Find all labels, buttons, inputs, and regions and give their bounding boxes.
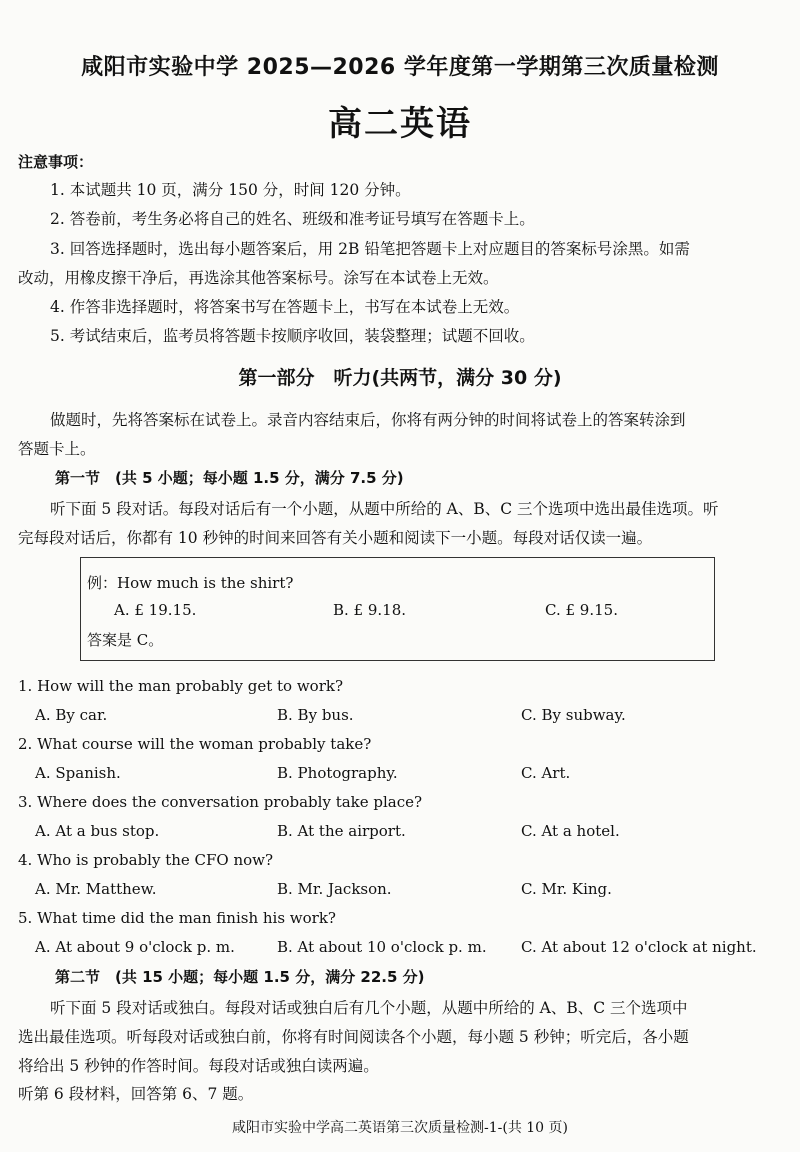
material-note: 听第 6 段材料，回答第 6、7 题。	[18, 1085, 254, 1103]
option-4a: A. Mr. Matthew.	[35, 880, 157, 898]
option-1b: B. By bus.	[277, 706, 354, 724]
option-1a: A. By car.	[35, 706, 108, 724]
exam-title: 咸阳市实验中学 2025—2026 学年度第一学期第三次质量检测	[81, 55, 719, 80]
option-5b: B. At about 10 o'clock p. m.	[277, 938, 487, 956]
option-4c: C. Mr. King.	[521, 880, 612, 898]
option-3a: A. At a bus stop.	[35, 822, 160, 840]
example-answer: 答案是 C。	[87, 631, 164, 649]
part-one-title: 第一部分 听力(共两节，满分 30 分)	[238, 367, 562, 389]
notice-item-continued: 改动，用橡皮擦干净后，再选涂其他答案标号。涂写在本试卷上无效。	[18, 269, 499, 287]
part-one-intro-continued: 答题卡上。	[18, 440, 96, 458]
question-3: 3. Where does the conversation probably take place?	[18, 793, 423, 811]
part-one-intro: 做题时，先将答案标在试卷上。录音内容结束后，你将有两分钟的时间将试卷上的答案转涂到	[50, 411, 686, 429]
example-option-c: C. £ 9.15.	[545, 601, 618, 619]
question-2: 2. What course will the woman probably take?	[18, 735, 372, 753]
section-one-instructions-continued: 完每段对话后，你都有 10 秒钟的时间来回答有关小题和阅读下一小题。每段对话仅读一遍。	[18, 529, 653, 547]
option-5a: A. At about 9 o'clock p. m.	[35, 938, 235, 956]
question-4: 4. Who is probably the CFO now?	[18, 851, 274, 869]
option-2b: B. Photography.	[277, 764, 398, 782]
section-two-instructions-continued: 将给出 5 秒钟的作答时间。每段对话或独白读两遍。	[18, 1057, 379, 1075]
option-4b: B. Mr. Jackson.	[277, 880, 392, 898]
question-5: 5. What time did the man finish his work?	[18, 909, 336, 927]
example-option-b: B. £ 9.18.	[333, 601, 407, 619]
section-two-instructions: 听下面 5 段对话或独白。每段对话或独白后有几个小题，从题中所给的 A、B、C 三个选项中	[50, 999, 688, 1017]
notice-item: 5. 考试结束后，监考员将答题卡按顺序收回，装袋整理；试题不回收。	[50, 327, 535, 345]
notice-item: 1. 本试题共 10 页，满分 150 分，时间 120 分钟。	[50, 181, 411, 199]
example-question: 例：How much is the shirt?	[87, 574, 294, 592]
notice-item: 2. 答卷前，考生务必将自己的姓名、班级和准考证号填写在答题卡上。	[50, 210, 535, 228]
subject-title: 高二英语	[328, 104, 472, 144]
section-two-instructions-continued: 选出最佳选项。听每段对话或独白前，你将有时间阅读各个小题，每小题 5 秒钟；听完后，各小题	[18, 1028, 689, 1046]
option-2c: C. Art.	[521, 764, 571, 782]
option-1c: C. By subway.	[521, 706, 626, 724]
page-footer: 咸阳市实验中学高二英语第三次质量检测-1-(共 10 页)	[231, 1120, 568, 1136]
section-two-title: 第二节 (共 15 小题；每小题 1.5 分，满分 22.5 分)	[55, 968, 425, 986]
option-5c: C. At about 12 o'clock at night.	[521, 938, 757, 956]
notice-heading: 注意事项：	[18, 153, 94, 171]
example-box	[80, 557, 715, 661]
option-2a: A. Spanish.	[35, 764, 121, 782]
notice-item: 4. 作答非选择题时，将答案书写在答题卡上，书写在本试卷上无效。	[50, 298, 520, 316]
option-3b: B. At the airport.	[277, 822, 406, 840]
example-option-a: A. £ 19.15.	[114, 601, 197, 619]
notice-item: 3. 回答选择题时，选出每小题答案后，用 2B 铅笔把答题卡上对应题目的答案标号涂黑。如需	[50, 240, 690, 258]
section-one-title: 第一节 (共 5 小题；每小题 1.5 分，满分 7.5 分)	[55, 469, 404, 487]
option-3c: C. At a hotel.	[521, 822, 620, 840]
question-1: 1. How will the man probably get to work?	[18, 677, 343, 695]
section-one-instructions: 听下面 5 段对话。每段对话后有一个小题，从题中所给的 A、B、C 三个选项中选出最佳选项。听	[50, 500, 719, 518]
